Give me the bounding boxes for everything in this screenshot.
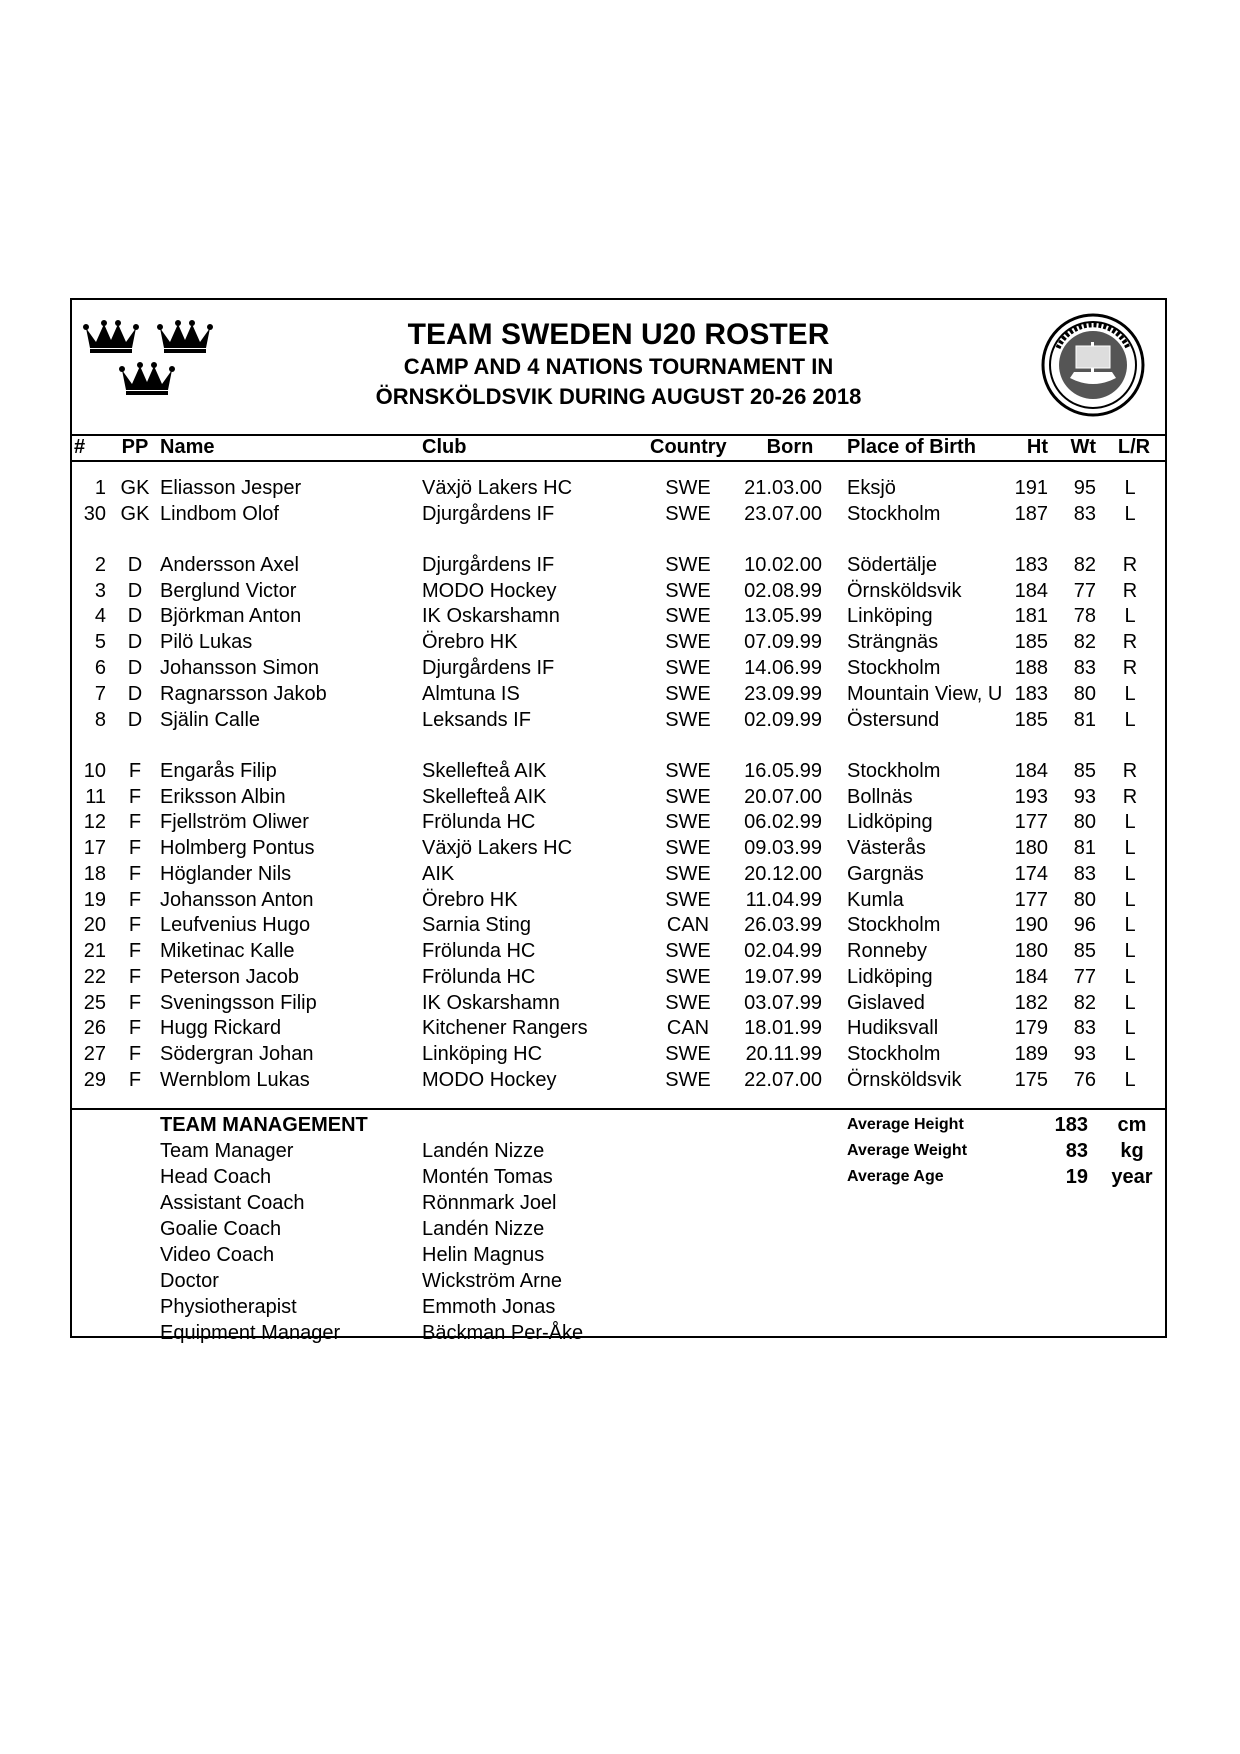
cell-num: 6 xyxy=(94,657,106,679)
average-weight-row xyxy=(72,1138,1165,1164)
staff-person: Landén Nizze xyxy=(422,1140,545,1162)
cell-pob: Strängnäs xyxy=(847,631,939,653)
cell-lr: R xyxy=(1122,760,1138,782)
cell-club: AIK xyxy=(422,863,455,885)
cell-lr: L xyxy=(1124,889,1136,911)
table-row xyxy=(72,1041,1165,1067)
cell-lr: R xyxy=(1122,580,1138,602)
table-row xyxy=(72,501,1165,527)
cell-name: Pilö Lukas xyxy=(160,631,253,653)
cell-wt: 78 xyxy=(1073,605,1096,627)
cell-num: 27 xyxy=(83,1043,106,1065)
cell-pob: Stockholm xyxy=(847,760,941,782)
cell-born: 10.02.00 xyxy=(744,554,822,576)
cell-country: SWE xyxy=(665,811,711,833)
cell-pp: F xyxy=(128,889,142,911)
cell-lr: R xyxy=(1122,657,1138,679)
cell-pob: Örnsköldsvik xyxy=(847,1069,962,1091)
average-age-label: Average Age xyxy=(847,1168,944,1185)
cell-pob: Västerås xyxy=(847,837,926,859)
page-title: TEAM SWEDEN U20 ROSTER xyxy=(407,318,830,351)
cell-pp: F xyxy=(128,940,142,962)
cell-num: 1 xyxy=(94,477,106,499)
cell-pob: Örnsköldsvik xyxy=(847,580,962,602)
cell-club: Växjö Lakers HC xyxy=(422,837,573,859)
staff-role: Equipment Manager xyxy=(160,1322,341,1344)
team-management-title: TEAM MANAGEMENT xyxy=(160,1114,368,1136)
cell-pob: Gislaved xyxy=(847,992,925,1014)
roster-header xyxy=(72,300,1165,436)
cell-wt: 82 xyxy=(1073,554,1096,576)
cell-ht: 184 xyxy=(1014,966,1048,988)
cell-name: Wernblom Lukas xyxy=(160,1069,310,1091)
cell-club: IK Oskarshamn xyxy=(422,605,560,627)
cell-born: 02.08.99 xyxy=(744,580,822,602)
header-country: Country xyxy=(650,436,727,458)
cell-pob: Mountain View, U xyxy=(847,683,1003,705)
cell-wt: 81 xyxy=(1073,709,1096,731)
cell-country: SWE xyxy=(665,992,711,1014)
cell-wt: 83 xyxy=(1073,503,1096,525)
cell-num: 8 xyxy=(94,709,106,731)
cell-name: Södergran Johan xyxy=(160,1043,314,1065)
cell-country: SWE xyxy=(665,657,711,679)
cell-pp: F xyxy=(128,1069,142,1091)
cell-pob: Lidköping xyxy=(847,811,933,833)
table-row xyxy=(72,784,1165,810)
table-row xyxy=(72,912,1165,938)
cell-ht: 184 xyxy=(1014,760,1048,782)
cell-country: SWE xyxy=(665,683,711,705)
staff-role: Head Coach xyxy=(160,1166,272,1188)
cell-name: Leufvenius Hugo xyxy=(160,914,311,936)
cell-country: SWE xyxy=(665,605,711,627)
cell-club: Örebro HK xyxy=(422,889,518,911)
average-height-label: Average Height xyxy=(847,1116,964,1133)
cell-pp: F xyxy=(128,1017,142,1039)
cell-lr: L xyxy=(1124,966,1136,988)
cell-num: 21 xyxy=(83,940,106,962)
table-row xyxy=(72,681,1165,707)
header-height: Ht xyxy=(1026,436,1048,458)
cell-pp: D xyxy=(127,631,143,653)
cell-pp: F xyxy=(128,811,142,833)
header-pp: PP xyxy=(121,436,149,458)
cell-num: 19 xyxy=(83,889,106,911)
cell-name: Holmberg Pontus xyxy=(160,837,315,859)
cell-name: Lindbom Olof xyxy=(160,503,279,525)
cell-pob: Östersund xyxy=(847,709,940,731)
cell-ht: 181 xyxy=(1014,605,1048,627)
cell-wt: 80 xyxy=(1073,683,1096,705)
roster-sheet xyxy=(70,298,1167,1344)
staff-person: Montén Tomas xyxy=(422,1166,553,1188)
cell-pp: D xyxy=(127,657,143,679)
header-weight: Wt xyxy=(1070,436,1096,458)
average-weight-unit: kg xyxy=(1120,1140,1144,1162)
cell-wt: 93 xyxy=(1073,786,1096,808)
cell-num: 2 xyxy=(94,554,106,576)
staff-row xyxy=(72,1242,1165,1268)
table-row xyxy=(72,990,1165,1016)
cell-name: Eriksson Albin xyxy=(160,786,286,808)
cell-lr: L xyxy=(1124,940,1136,962)
cell-pp: F xyxy=(128,1043,142,1065)
table-row xyxy=(72,938,1165,964)
cell-wt: 82 xyxy=(1073,992,1096,1014)
cell-club: Djurgårdens IF xyxy=(422,503,555,525)
cell-wt: 83 xyxy=(1073,1017,1096,1039)
cell-ht: 183 xyxy=(1014,683,1048,705)
staff-person: Bäckman Per-Åke xyxy=(422,1322,584,1344)
cell-club: MODO Hockey xyxy=(422,580,557,602)
average-height-row xyxy=(72,1112,1165,1138)
cell-ht: 193 xyxy=(1014,786,1048,808)
cell-num: 7 xyxy=(94,683,106,705)
table-row xyxy=(72,578,1165,604)
cell-name: Eliasson Jesper xyxy=(160,477,302,499)
cell-pob: Kumla xyxy=(847,889,904,911)
cell-ht: 177 xyxy=(1014,811,1048,833)
cell-country: SWE xyxy=(665,503,711,525)
cell-born: 14.06.99 xyxy=(744,657,822,679)
cell-born: 02.09.99 xyxy=(744,709,822,731)
cell-ht: 188 xyxy=(1014,657,1048,679)
staff-person: Rönnmark Joel xyxy=(422,1192,557,1214)
cell-country: SWE xyxy=(665,786,711,808)
cell-pob: Stockholm xyxy=(847,657,941,679)
cell-num: 25 xyxy=(83,992,106,1014)
cell-ht: 175 xyxy=(1014,1069,1048,1091)
staff-person: Emmoth Jonas xyxy=(422,1296,556,1318)
cell-club: MODO Hockey xyxy=(422,1069,557,1091)
cell-lr: R xyxy=(1122,786,1138,808)
cell-wt: 85 xyxy=(1073,760,1096,782)
cell-wt: 82 xyxy=(1073,631,1096,653)
cell-lr: L xyxy=(1124,605,1136,627)
cell-country: SWE xyxy=(665,477,711,499)
staff-person: Wickström Arne xyxy=(422,1270,563,1292)
cell-num: 10 xyxy=(83,760,106,782)
cell-country: SWE xyxy=(665,580,711,602)
cell-pp: GK xyxy=(120,477,150,499)
cell-num: 20 xyxy=(83,914,106,936)
cell-wt: 81 xyxy=(1073,837,1096,859)
cell-born: 18.01.99 xyxy=(744,1017,822,1039)
cell-club: Kitchener Rangers xyxy=(422,1017,588,1039)
cell-wt: 83 xyxy=(1073,863,1096,885)
cell-pp: D xyxy=(127,709,143,731)
cell-name: Peterson Jacob xyxy=(160,966,299,988)
cell-lr: L xyxy=(1124,863,1136,885)
average-weight-label: Average Weight xyxy=(847,1142,968,1159)
cell-wt: 80 xyxy=(1073,811,1096,833)
cell-wt: 95 xyxy=(1073,477,1096,499)
cell-country: SWE xyxy=(665,889,711,911)
cell-ht: 174 xyxy=(1014,863,1048,885)
team-management-section xyxy=(72,1108,1165,1344)
cell-num: 17 xyxy=(83,837,106,859)
header-shoots: L/R xyxy=(1117,436,1151,458)
svenska-ishockeyforbundet-seal-icon xyxy=(1040,312,1146,418)
staff-role: Doctor xyxy=(160,1270,219,1292)
table-row xyxy=(72,964,1165,990)
cell-name: Miketinac Kalle xyxy=(160,940,295,962)
cell-country: SWE xyxy=(665,709,711,731)
cell-born: 20.12.00 xyxy=(744,863,822,885)
cell-pp: D xyxy=(127,554,143,576)
staff-row xyxy=(72,1320,1165,1346)
cell-pp: F xyxy=(128,992,142,1014)
cell-name: Hugg Rickard xyxy=(160,1017,282,1039)
cell-club: Djurgårdens IF xyxy=(422,657,555,679)
average-age-row xyxy=(72,1164,1165,1190)
cell-ht: 183 xyxy=(1014,554,1048,576)
cell-num: 26 xyxy=(83,1017,106,1039)
cell-born: 19.07.99 xyxy=(744,966,822,988)
table-row xyxy=(72,707,1165,733)
cell-born: 11.04.99 xyxy=(745,889,822,911)
cell-born: 16.05.99 xyxy=(744,760,822,782)
cell-lr: L xyxy=(1124,811,1136,833)
cell-pp: D xyxy=(127,683,143,705)
cell-name: Johansson Anton xyxy=(160,889,314,911)
table-row xyxy=(72,809,1165,835)
staff-role: Physiotherapist xyxy=(160,1296,297,1318)
cell-lr: L xyxy=(1124,709,1136,731)
cell-ht: 179 xyxy=(1014,1017,1048,1039)
cell-num: 11 xyxy=(85,786,106,808)
cell-wt: 76 xyxy=(1073,1069,1096,1091)
cell-ht: 185 xyxy=(1014,709,1048,731)
header-name: Name xyxy=(160,436,215,458)
average-age-unit: year xyxy=(1111,1166,1153,1188)
cell-ht: 184 xyxy=(1014,580,1048,602)
cell-club: Linköping HC xyxy=(422,1043,543,1065)
cell-pob: Stockholm xyxy=(847,914,941,936)
cell-club: Frölunda HC xyxy=(422,966,536,988)
cell-pob: Stockholm xyxy=(847,503,941,525)
cell-born: 03.07.99 xyxy=(744,992,822,1014)
cell-lr: L xyxy=(1124,683,1136,705)
cell-club: Frölunda HC xyxy=(422,811,536,833)
cell-country: SWE xyxy=(665,760,711,782)
cell-born: 21.03.00 xyxy=(744,477,822,499)
cell-num: 4 xyxy=(94,605,106,627)
staff-role: Goalie Coach xyxy=(160,1218,282,1240)
cell-pob: Södertälje xyxy=(847,554,938,576)
header-club: Club xyxy=(422,436,467,458)
cell-pob: Ronneby xyxy=(847,940,928,962)
cell-ht: 190 xyxy=(1014,914,1048,936)
cell-pob: Gargnäs xyxy=(847,863,924,885)
cell-pob: Lidköping xyxy=(847,966,933,988)
cell-club: Växjö Lakers HC xyxy=(422,477,573,499)
cell-ht: 191 xyxy=(1014,477,1048,499)
cell-pp: D xyxy=(127,580,143,602)
cell-club: Djurgårdens IF xyxy=(422,554,555,576)
cell-wt: 77 xyxy=(1073,580,1096,602)
cell-country: CAN xyxy=(666,1017,710,1039)
cell-club: Örebro HK xyxy=(422,631,518,653)
staff-person: Helin Magnus xyxy=(422,1244,545,1266)
cell-born: 26.03.99 xyxy=(744,914,822,936)
cell-lr: L xyxy=(1124,992,1136,1014)
cell-name: Engarås Filip xyxy=(160,760,277,782)
cell-pp: GK xyxy=(120,503,150,525)
cell-num: 3 xyxy=(94,580,106,602)
table-row xyxy=(72,475,1165,501)
cell-name: Fjellström Oliwer xyxy=(160,811,309,833)
cell-pp: F xyxy=(128,966,142,988)
cell-country: CAN xyxy=(666,914,710,936)
cell-club: Almtuna IS xyxy=(422,683,520,705)
table-row xyxy=(72,887,1165,913)
cell-num: 30 xyxy=(83,503,106,525)
cell-pp: D xyxy=(127,605,143,627)
cell-born: 13.05.99 xyxy=(744,605,822,627)
cell-name: Berglund Victor xyxy=(160,580,297,602)
cell-name: Björkman Anton xyxy=(160,605,302,627)
cell-wt: 77 xyxy=(1073,966,1096,988)
subtitle-line-1: CAMP AND 4 NATIONS TOURNAMENT IN xyxy=(403,354,834,379)
cell-name: Själin Calle xyxy=(160,709,261,731)
cell-club: Frölunda HC xyxy=(422,940,536,962)
table-row xyxy=(72,603,1165,629)
cell-ht: 180 xyxy=(1014,940,1048,962)
cell-num: 22 xyxy=(83,966,106,988)
cell-born: 02.04.99 xyxy=(744,940,822,962)
cell-country: SWE xyxy=(665,940,711,962)
cell-country: SWE xyxy=(665,837,711,859)
staff-row xyxy=(72,1294,1165,1320)
cell-ht: 189 xyxy=(1014,1043,1048,1065)
cell-country: SWE xyxy=(665,863,711,885)
cell-born: 23.09.99 xyxy=(744,683,822,705)
header-num: # xyxy=(74,436,86,458)
cell-country: SWE xyxy=(665,966,711,988)
table-row xyxy=(72,1067,1165,1093)
cell-born: 06.02.99 xyxy=(744,811,822,833)
cell-wt: 83 xyxy=(1073,657,1096,679)
table-row xyxy=(72,1015,1165,1041)
cell-wt: 96 xyxy=(1073,914,1096,936)
cell-pob: Eksjö xyxy=(847,477,896,499)
cell-country: SWE xyxy=(665,1043,711,1065)
cell-club: Leksands IF xyxy=(422,709,531,731)
cell-pob: Bollnäs xyxy=(847,786,913,808)
cell-name: Andersson Axel xyxy=(160,554,299,576)
cell-pp: F xyxy=(128,786,142,808)
cell-lr: R xyxy=(1122,631,1138,653)
column-header-row xyxy=(72,434,1165,462)
cell-ht: 182 xyxy=(1014,992,1048,1014)
cell-pob: Stockholm xyxy=(847,1043,941,1065)
cell-born: 20.07.00 xyxy=(744,786,822,808)
cell-lr: L xyxy=(1124,914,1136,936)
cell-born: 20.11.99 xyxy=(745,1043,822,1065)
cell-pob: Linköping xyxy=(847,605,933,627)
staff-row xyxy=(72,1216,1165,1242)
cell-pp: F xyxy=(128,760,142,782)
cell-lr: L xyxy=(1124,1017,1136,1039)
header-place-of-birth: Place of Birth xyxy=(847,436,976,458)
cell-club: Sarnia Sting xyxy=(422,914,531,936)
table-row xyxy=(72,629,1165,655)
staff-role: Assistant Coach xyxy=(160,1192,305,1214)
average-height-unit: cm xyxy=(1117,1114,1147,1136)
table-row xyxy=(72,552,1165,578)
staff-person: Landén Nizze xyxy=(422,1218,545,1240)
cell-country: SWE xyxy=(665,554,711,576)
cell-pp: F xyxy=(128,863,142,885)
cell-club: IK Oskarshamn xyxy=(422,992,560,1014)
cell-born: 22.07.00 xyxy=(744,1069,822,1091)
table-row xyxy=(72,835,1165,861)
cell-pp: F xyxy=(128,914,142,936)
cell-pob: Hudiksvall xyxy=(847,1017,939,1039)
table-row xyxy=(72,861,1165,887)
cell-wt: 93 xyxy=(1073,1043,1096,1065)
cell-name: Sveningsson Filip xyxy=(160,992,317,1014)
cell-wt: 85 xyxy=(1073,940,1096,962)
cell-lr: L xyxy=(1124,837,1136,859)
average-weight-value: 83 xyxy=(1065,1140,1088,1162)
table-row xyxy=(72,655,1165,681)
cell-born: 23.07.00 xyxy=(744,503,822,525)
cell-country: SWE xyxy=(665,1069,711,1091)
cell-lr: L xyxy=(1124,1043,1136,1065)
staff-role: Team Manager xyxy=(160,1140,294,1162)
cell-club: Skellefteå AIK xyxy=(422,760,547,782)
cell-club: Skellefteå AIK xyxy=(422,786,547,808)
cell-ht: 177 xyxy=(1014,889,1048,911)
cell-wt: 80 xyxy=(1073,889,1096,911)
cell-name: Johansson Simon xyxy=(160,657,319,679)
cell-ht: 187 xyxy=(1014,503,1048,525)
cell-ht: 180 xyxy=(1014,837,1048,859)
cell-name: Ragnarsson Jakob xyxy=(160,683,327,705)
subtitle-line-2: ÖRNSKÖLDSVIK DURING AUGUST 20-26 2018 xyxy=(375,384,862,409)
cell-num: 29 xyxy=(83,1069,106,1091)
average-age-value: 19 xyxy=(1065,1166,1088,1188)
staff-row xyxy=(72,1190,1165,1216)
cell-ht: 185 xyxy=(1014,631,1048,653)
average-height-value: 183 xyxy=(1054,1114,1088,1136)
cell-lr: L xyxy=(1124,1069,1136,1091)
cell-country: SWE xyxy=(665,631,711,653)
cell-pp: F xyxy=(128,837,142,859)
cell-lr: R xyxy=(1122,554,1138,576)
staff-role: Video Coach xyxy=(160,1244,275,1266)
cell-num: 5 xyxy=(94,631,106,653)
staff-row xyxy=(72,1268,1165,1294)
cell-born: 09.03.99 xyxy=(744,837,822,859)
cell-lr: L xyxy=(1124,477,1136,499)
cell-name: Höglander Nils xyxy=(160,863,292,885)
cell-num: 12 xyxy=(83,811,106,833)
cell-born: 07.09.99 xyxy=(744,631,822,653)
table-row xyxy=(72,758,1165,784)
cell-lr: L xyxy=(1124,503,1136,525)
header-born: Born xyxy=(766,436,814,458)
cell-num: 18 xyxy=(83,863,106,885)
